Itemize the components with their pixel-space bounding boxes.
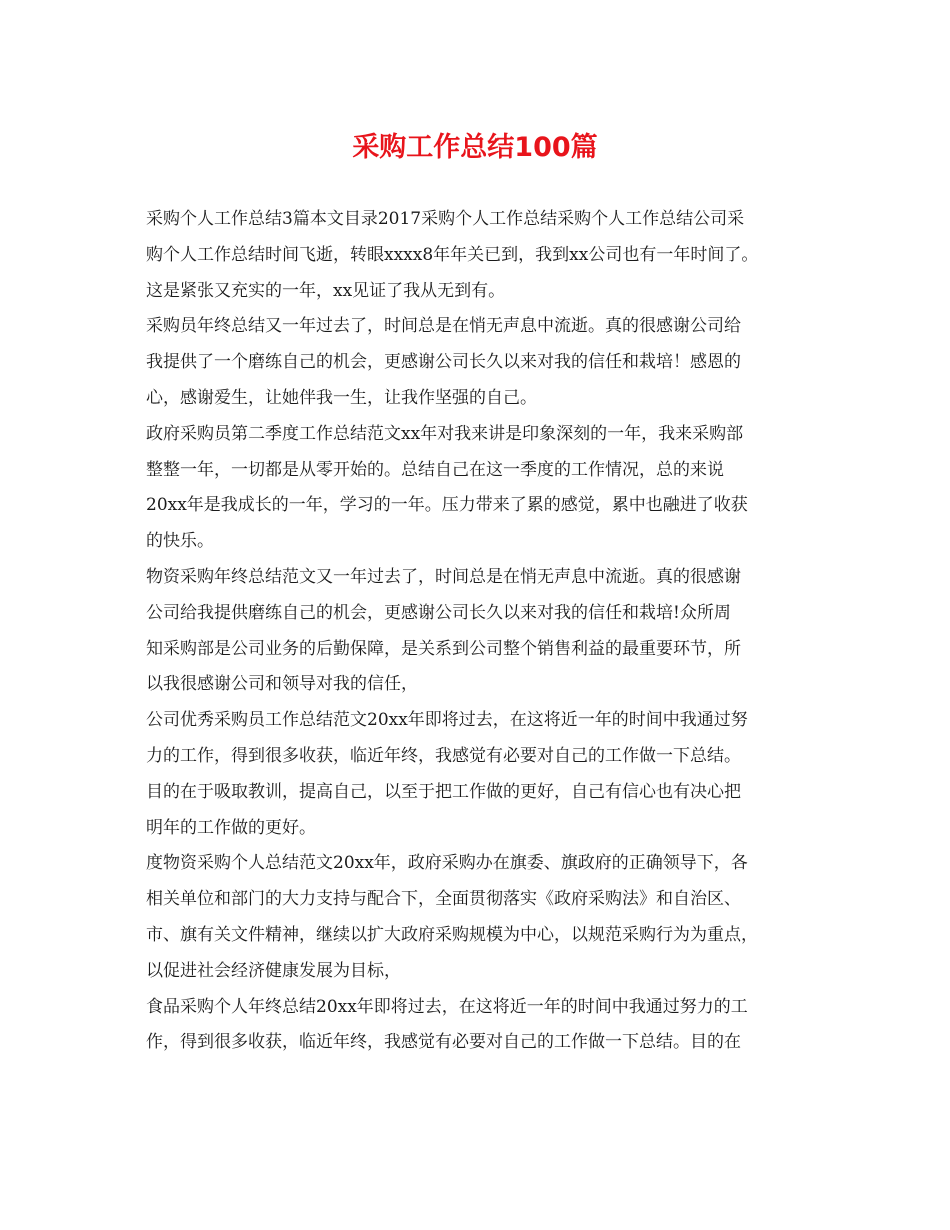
- body-text-line: 这是紧张又充实的一年，xx见证了我从无到有。: [146, 280, 506, 301]
- body-text-line: 我提供了一个磨练自己的机会，更感谢公司长久以来对我的信任和栽培！感恩的: [146, 352, 741, 373]
- body-text-line: 市、旗有关文件精神，继续以扩大政府采购规模为中心，以规范采购行为为重点，: [146, 924, 758, 945]
- body-text-line: 采购个人工作总结3篇本文目录2017采购个人工作总结采购个人工作总结公司采: [146, 209, 745, 229]
- body-text-line: 物资采购年终总结范文又一年过去了，时间总是在悄无声息中流逝。真的很感谢: [146, 566, 741, 587]
- body-text-line: 的快乐。: [146, 531, 214, 552]
- body-text-line: 20xx年是我成长的一年，学习的一年。压力带来了累的感觉，累中也融进了收获: [146, 495, 748, 516]
- body-text-line: 相关单位和部门的大力支持与配合下，全面贯彻落实《政府采购法》和自治区、: [146, 889, 741, 910]
- body-text-line: 购个人工作总结时间飞逝，转眼xxxx8年年关已到，我到xx公司也有一年时间了。: [146, 244, 759, 265]
- body-text-line: 公司优秀采购员工作总结范文20xx年即将过去，在这将近一年的时间中我通过努: [146, 710, 748, 731]
- body-text-line: 政府采购员第二季度工作总结范文xx年对我来讲是印象深刻的一年，我来采购部: [146, 423, 744, 444]
- document-body: [146, 202, 826, 1061]
- body-text-line: 力的工作，得到很多收获，临近年终，我感觉有必要对自己的工作做一下总结。: [146, 745, 741, 766]
- body-text-line: 以促进社会经济健康发展为目标，: [146, 960, 401, 981]
- body-text-line: 明年的工作做的更好。: [146, 817, 316, 838]
- document-title: 采购工作总结100篇: [352, 132, 598, 163]
- body-text-line: 知采购部是公司业务的后勤保障，是关系到公司整个销售利益的最重要环节，所: [146, 638, 741, 659]
- body-text-line: 食品采购个人年终总结20xx年即将过去，在这将近一年的时间中我通过努力的工: [146, 996, 748, 1017]
- body-text-line: 作，得到很多收获，临近年终，我感觉有必要对自己的工作做一下总结。目的在: [146, 1032, 741, 1053]
- body-text-line: 心，感谢爱生，让她伴我一生，让我作坚强的自己。: [146, 387, 537, 408]
- body-text-line: 公司给我提供磨练自己的机会，更感谢公司长久以来对我的信任和栽培!众所周: [146, 602, 731, 623]
- body-text-line: 以我很感谢公司和领导对我的信任，: [146, 674, 418, 695]
- body-text-line: 整整一年，一切都是从零开始的。总结自己在这一季度的工作情况，总的来说: [146, 459, 724, 480]
- body-text-line: 目的在于吸取教训，提高自己，以至于把工作做的更好，自己有信心也有决心把: [146, 781, 741, 802]
- body-text-line: 度物资采购个人总结范文20xx年，政府采购办在旗委、旗政府的正确领导下，各: [146, 853, 748, 874]
- body-text-line: 采购员年终总结又一年过去了，时间总是在悄无声息中流逝。真的很感谢公司给: [146, 316, 741, 337]
